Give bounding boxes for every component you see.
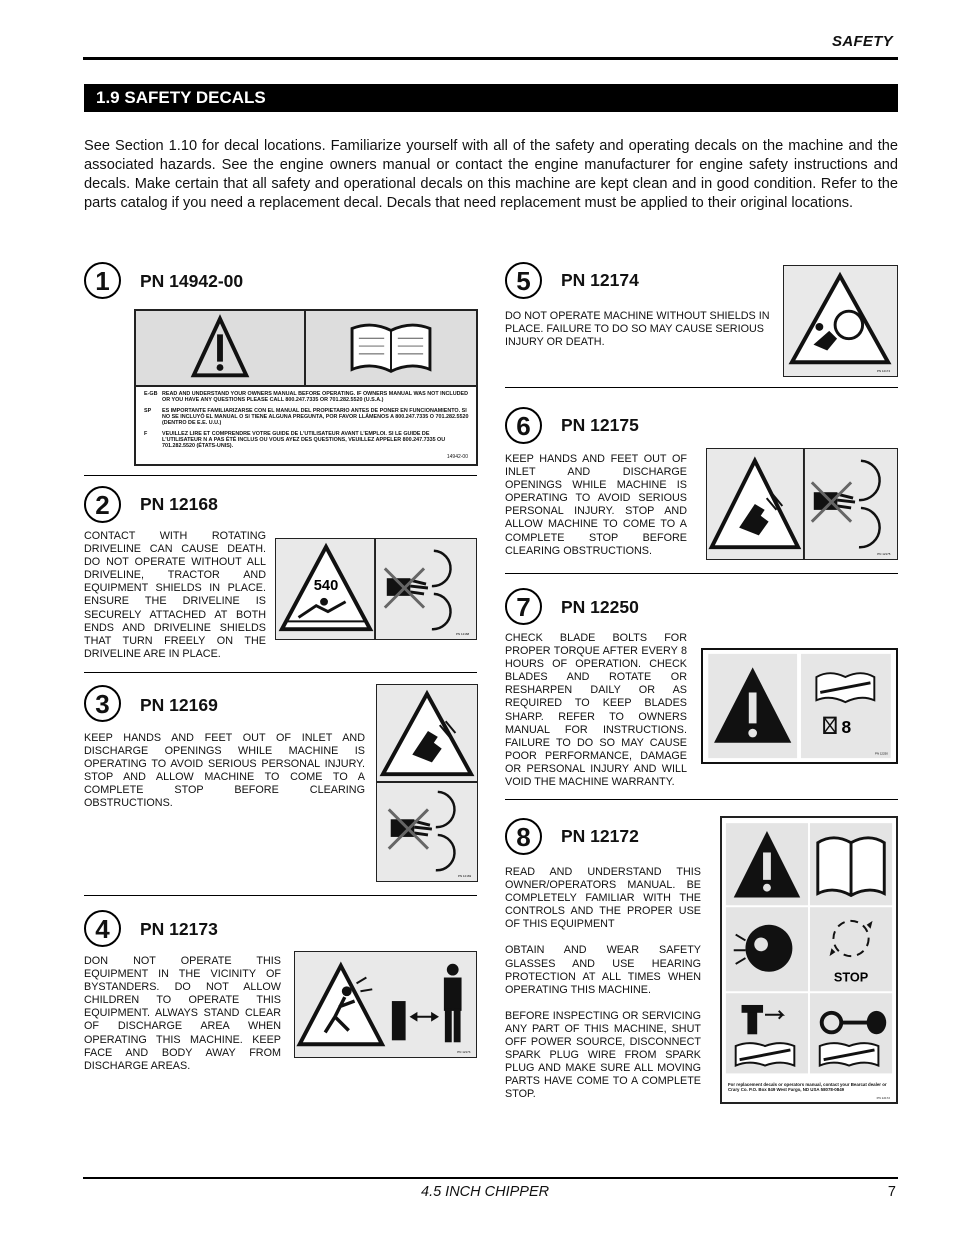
decal-number-3: 3	[84, 685, 121, 722]
decal-1-text: E-GB READ AND UNDERSTAND YOUR OWNERS MANUAL BEFORE OPERATING. IF OWNERS MANUAL WAS NOT INCLUDED OR YOU HAVE ANY QUESTIONS PLEASE CALL 800.247.7335 OR 701.282.5520 (U.S.A.) SP ES IMPORTANTE FAMILIARIZARSE CON EL MANUAL DEL PROPIETARIO ANTES DE PONER EN FUNCIONAMIENTO. SI NO SE INCLUYÓ EL MANUAL O SI TIENE ALGUNA PREGUNTA, POR FAVOR LLÁMENOS A 800.247.7335 O 701.282.5520 (DENTRO DE E.E. U.U.) F VEUILLEZ LIRE ET COMPRENDRE VOTRE GUIDE DE L'UTILISATEUR AVANT L'EMPLOI. SI LE GUIDE DE L'UTILISATEUR N A PAS ÉTÉ INCLUS OU VOUS AYEZ DES QUESTIONS, VEUILLEZ APPELER 800.247.7335 OU 701.282.5520 (ÉTATS-UNIS).	[144, 391, 469, 449]
decal-number-2: 2	[84, 486, 121, 523]
decal-number-1: 1	[84, 262, 121, 299]
divider	[505, 799, 898, 800]
decal-8-code: PN 12172	[876, 1096, 890, 1100]
decal-pn-3: PN 12169	[140, 695, 218, 715]
decal-text-3: KEEP HANDS AND FEET OUT OF INLET AND DISCHARGE OPENINGS WHILE MACHINE IS OPERATING TO AVOID SERIOUS PERSONAL INJURY. STOP AND ALLOW MACHINE TO COME TO A COMPLETE STOP BEFORE CLEARING OBSTRUCTIONS.	[84, 732, 365, 810]
manual-wrench-icon	[736, 1043, 795, 1065]
hand-cut-hazard-icon	[383, 694, 471, 774]
decal-text-6: KEEP HANDS AND FEET OUT OF INLET AND DISCHARGE OPENINGS WHILE MACHINE IS OPERATING TO AVOID SERIOUS PERSONAL INJURY. STOP AND ALLOW MACHINE TO COME TO A COMPLETE STOP BEFORE CLEARING OBSTRUCTIONS.	[505, 453, 687, 557]
warning-triangle-icon	[136, 311, 306, 387]
decal-number-7: 7	[505, 588, 542, 625]
hand-rotor-prohibited-icon	[385, 551, 451, 629]
decal-4-code: PN 12173	[457, 1050, 471, 1055]
page-number: 7	[887, 1184, 896, 1200]
driveline-entanglement-icon	[282, 547, 370, 629]
divider	[84, 475, 477, 476]
hand-rotor-prohibited-icon	[812, 461, 880, 547]
keep-distance-person-icon	[392, 964, 462, 1043]
decal-8-paragraph: BEFORE INSPECTING OR SERVICING ANY PART OF THIS MACHINE, SHUT OFF POWER SOURCE, DISCONNECT SPARK PLUG WIRE FROM SPARK PLUG AND MAKE SURE ALL MOVING PARTS HAVE COME TO A COMPLETE STOP.	[505, 1009, 701, 1101]
decal-pn-8: PN 12172	[561, 826, 639, 846]
decal-image-1	[134, 309, 478, 466]
decal-image-4	[294, 951, 477, 1058]
footer-doc-title: 4.5 INCH CHIPPER	[421, 1184, 550, 1200]
divider	[84, 672, 477, 673]
decal-pn-4: PN 12173	[140, 919, 218, 939]
running-header: SAFETY	[832, 33, 893, 50]
decal-text-7: CHECK BLADE BOLTS FOR PROPER TORQUE AFTER EVERY 8 HOURS OF OPERATION. CHECK BLADES AND ROTATE OR RESHARPEN DAILY OR AS REQUIRED TO KEEP BLADES SHARP. REFER TO OWNERS MANUAL FOR INSTRUCTIONS. FAILURE TO DO SO MAY CAUSE POOR PERFORMANCE, DAMAGE OR PERSONAL INJURY AND WILL VOID THE MACHINE WARRANTY.	[505, 632, 687, 789]
manual-book-icon	[306, 311, 476, 387]
decal-pn-5: PN 12174	[561, 270, 639, 290]
decal-1-code: 14942-00	[446, 454, 468, 460]
decal-image-2	[275, 538, 477, 640]
decal-8-paragraph: OBTAIN AND WEAR SAFETY GLASSES AND USE HEARING PROTECTION AT ALL TIMES WHEN OPERATING THIS MACHINE.	[505, 944, 701, 996]
decal-7-label: 8	[841, 717, 852, 738]
decal-8-label: STOP	[833, 970, 869, 985]
decal-image-7	[701, 648, 898, 764]
decal-3-code: PN 12169	[458, 874, 472, 879]
intro-paragraph: See Section 1.10 for decal locations. Familiarize yourself with all of the safety and operating decals on the machine and the associated hazards. See the engine owners manual or contact the engine manufacturer for engine safety instructions and decals. Make certain that all safety and operational decals on this machine are kept clean and in good condition. Refer to the parts catalog if you need a replacement decal. Decals that need replacement must be applied to their original locations.	[84, 138, 898, 211]
hand-cut-hazard-icon	[712, 461, 798, 547]
decal-number-8: 8	[505, 818, 542, 855]
decal-image-5	[783, 265, 898, 377]
manual-book-icon	[818, 838, 884, 896]
section-heading: 1.9 SAFETY DECALS	[84, 84, 898, 112]
decal-8-paragraph: READ AND UNDERSTAND THIS OWNER/OPERATORS MANUAL. BE COMPLETELY FAMILIAR WITH THE CONTROLS AND THE PROPER USE OF THIS EQUIPMENT	[505, 866, 701, 931]
decal-image-3	[376, 684, 478, 882]
decal-7-code: PN 12250	[875, 751, 888, 756]
footer-rule	[83, 1177, 898, 1179]
decal-image-8	[720, 816, 898, 1104]
decal-8-footer: For replacement decals or operators manual, contact your Bearcat dealer or Crary Co. P.O. Box 849 West Fargo, ND USA 58078-0849	[728, 1082, 887, 1092]
manual-wrench-icon	[816, 673, 874, 702]
decal-number-4: 4	[84, 910, 121, 947]
decal-5-code: PN 12174	[877, 369, 891, 374]
decal-2-label: 540	[313, 577, 339, 594]
decal-pn-6: PN 12175	[561, 415, 639, 435]
decal-text-5: DO NOT OPERATE MACHINE WITHOUT SHIELDS IN PLACE. FAILURE TO DO SO MAY CAUSE SERIOUS INJURY OR DEATH.	[505, 310, 770, 349]
manual-wrench-icon	[820, 1043, 879, 1065]
decal-pn-2: PN 12168	[140, 494, 218, 514]
decal-text-2: CONTACT WITH ROTATING DRIVELINE CAN CAUSE DEATH. DO NOT OPERATE WITHOUT ALL DRIVELINE, TRACTOR AND EQUIPMENT SHIELDS IN PLACE. ENSURE THE DRIVELINE IS SECURELY ATTACHED AT BOTH ENDS AND DRIVELINE SHIELDS THAT TURN FREELY ON THE DRIVELINE ARE IN PLACE.	[84, 530, 266, 660]
decal-pn-1: PN 14942-00	[140, 271, 244, 291]
decal-number-6: 6	[505, 407, 542, 444]
thrown-object-hazard-icon	[300, 966, 382, 1045]
decal-2-code: PN 12168	[456, 632, 470, 637]
decal-number-5: 5	[505, 262, 542, 299]
divider	[505, 387, 898, 388]
divider	[505, 573, 898, 574]
decal-pn-7: PN 12250	[561, 597, 639, 617]
divider	[84, 895, 477, 896]
shield-entanglement-icon	[792, 276, 888, 362]
decal-image-6	[706, 448, 898, 560]
header-rule	[83, 57, 898, 60]
hand-rotor-prohibited-icon	[389, 792, 455, 870]
decal-text-8	[505, 866, 701, 1115]
decal-6-code: PN 12175	[877, 552, 891, 557]
decal-text-4: DON NOT OPERATE THIS EQUIPMENT IN THE VICINITY OF BYSTANDERS. DO NOT ALLOW CHILDREN TO OPERATE THIS EQUIPMENT. ALWAYS STAND CLEAR OF DISCHARGE AREA WHEN OPERATING THIS MACHINE. KEEP FACE AND BODY AWAY FROM DISCHARGE AREAS.	[84, 955, 281, 1072]
